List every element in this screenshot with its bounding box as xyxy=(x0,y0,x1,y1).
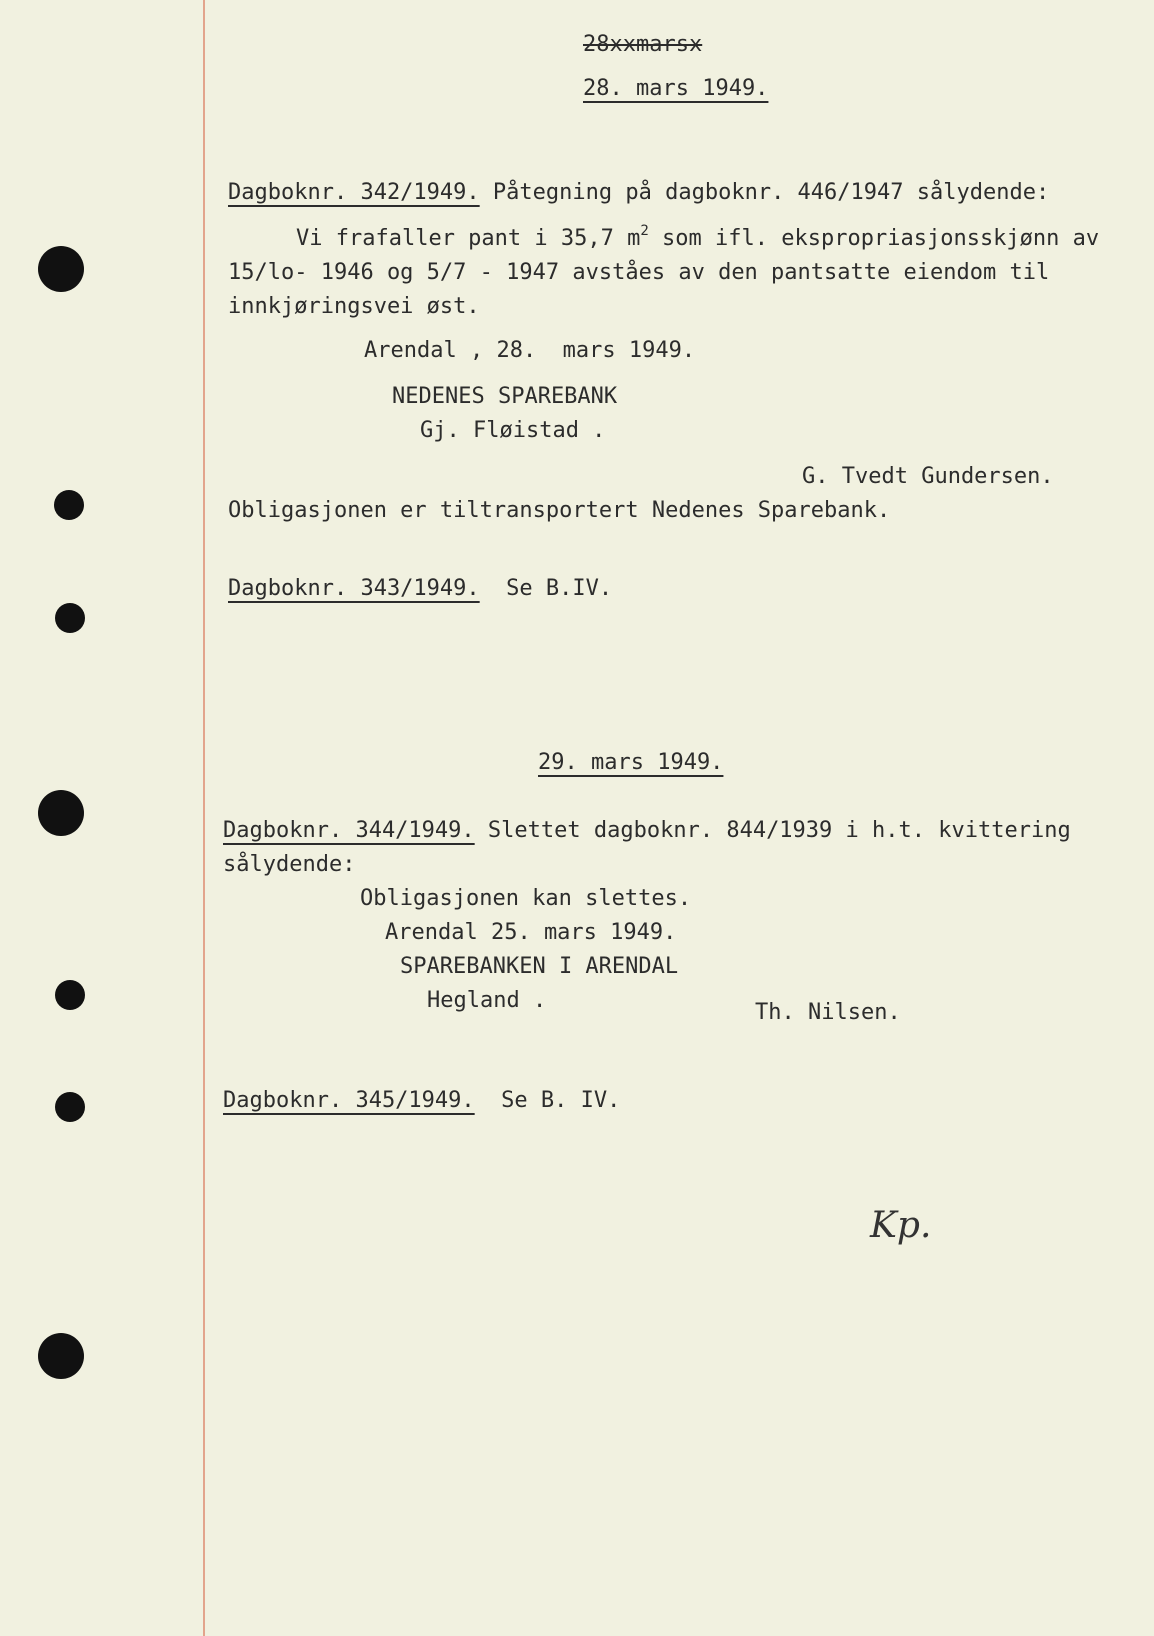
section-date: 28. mars 1949. xyxy=(583,76,769,101)
entry-note: Obligasjonen er tiltransportert Nedenes Sparebank. xyxy=(228,498,891,523)
signer: Gj. Fløistad . xyxy=(420,418,606,443)
signer: G. Tvedt Gundersen. xyxy=(802,464,1054,489)
entry-ref: Dagboknr. 343/1949. xyxy=(228,576,480,601)
place-date: Arendal , 28. mars 1949. xyxy=(364,338,696,363)
entry-text-line: sålydende: xyxy=(223,852,356,877)
punch-hole xyxy=(54,490,84,520)
quoted-line: SPAREBANKEN I ARENDAL xyxy=(400,954,679,979)
entry-ref: Dagboknr. 345/1949. xyxy=(223,1088,475,1113)
punch-hole xyxy=(38,1333,84,1379)
entry-heading-text: Se B.IV. xyxy=(479,576,613,601)
entry-text-line: 15/lo- 1946 og 5/7 - 1947 avståes av den pantsatte eiendom til xyxy=(228,260,1050,285)
initials-signature: Kp. xyxy=(870,1205,932,1246)
punch-hole xyxy=(38,790,84,836)
quoted-line: Th. Nilsen. xyxy=(755,1000,901,1025)
entry-text-line xyxy=(296,223,1100,251)
punch-hole xyxy=(55,1092,85,1122)
entry-text-line: innkjøringsvei øst. xyxy=(228,294,480,319)
entry-heading xyxy=(228,578,612,600)
text-segment: som ifl. ekspropriasjonsskjønn av xyxy=(648,226,1100,251)
entry-heading-text: Slettet dagboknr. 844/1939 i h.t. kvittering xyxy=(474,818,1071,843)
entry-heading-text: Se B. IV. xyxy=(474,1088,621,1113)
struck-date: 28xxmarsx xyxy=(583,32,703,57)
quoted-line: Hegland . xyxy=(427,988,547,1013)
punch-hole xyxy=(55,980,85,1010)
punch-hole xyxy=(55,603,85,633)
quoted-line: Obligasjonen kan slettes. xyxy=(360,886,692,911)
superscript: 2 xyxy=(640,223,649,239)
bank-name: NEDENES SPAREBANK xyxy=(392,384,618,409)
text-segment: Vi frafaller pant i 35,7 m xyxy=(296,226,641,251)
punch-hole xyxy=(38,246,84,292)
entry-heading-text: Påtegning på dagboknr. 446/1947 sålydende: xyxy=(479,180,1050,205)
quoted-line: Arendal 25. mars 1949. xyxy=(385,920,677,945)
margin-line xyxy=(203,0,205,1636)
entry-heading xyxy=(223,1090,620,1112)
entry-ref: Dagboknr. 342/1949. xyxy=(228,180,480,205)
section-date: 29. mars 1949. xyxy=(538,750,724,775)
entry-heading xyxy=(228,182,1049,204)
entry-ref: Dagboknr. 344/1949. xyxy=(223,818,475,843)
entry-heading xyxy=(223,820,1071,842)
